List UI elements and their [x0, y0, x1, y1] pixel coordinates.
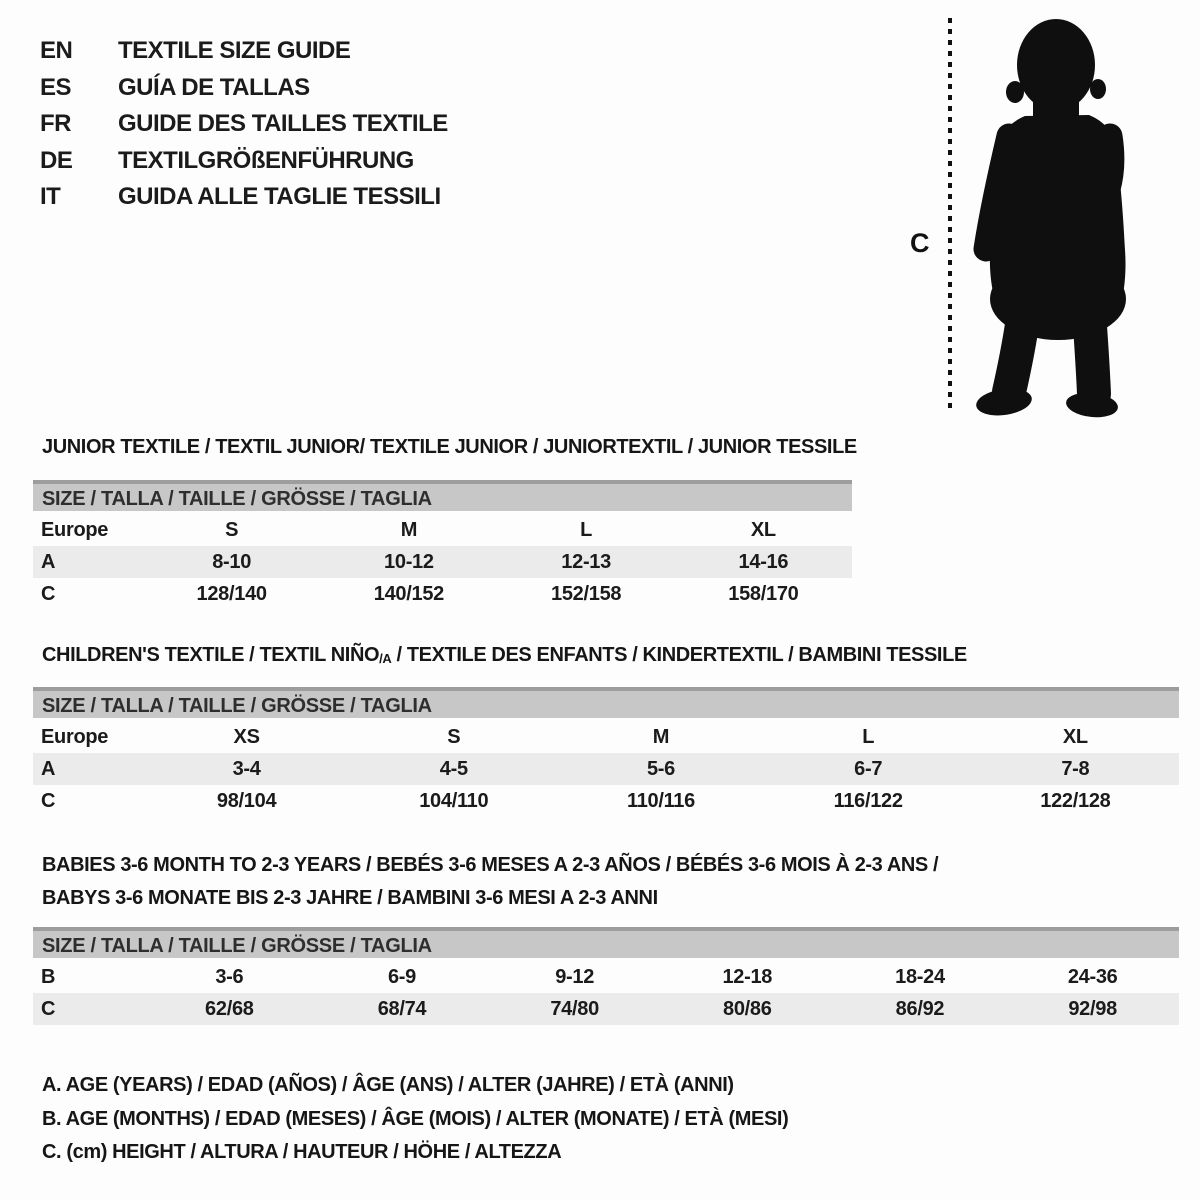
size-column: XL: [1062, 725, 1088, 748]
babies-row-c: [33, 993, 1179, 1025]
value-cell: 140/152: [373, 582, 444, 605]
value-cell: 74/80: [550, 997, 599, 1020]
value-cell: 122/128: [1040, 789, 1111, 812]
children-row-a: [33, 753, 1179, 785]
children-title-text: / TEXTILE DES ENFANTS / KINDERTEXTIL / BAMBINI TESSILE: [391, 644, 967, 666]
value-cell: 86/92: [895, 997, 945, 1020]
junior-size-header-bar: SIZE / TALLA / TAILLE / GRÖSSE / TAGLIA: [33, 480, 852, 511]
value-cell: 62/68: [205, 997, 254, 1020]
value-cell: 8-10: [212, 550, 252, 573]
junior-row-a: [33, 546, 852, 578]
measure-label-c: C: [910, 228, 930, 258]
footnote-b: B. AGE (MONTHS) / EDAD (MESES) / ÂGE (MOIS) / ALTER (MONATE) / ETÀ (MESI): [42, 1107, 789, 1130]
value-cell: 68/74: [377, 997, 427, 1020]
babies-title-line1: BABIES 3-6 MONTH TO 2-3 YEARS / BEBÉS 3-6 MESES A 2-3 AÑOS / BÉBÉS 3-6 MOIS À 2-3 ANS /: [42, 854, 939, 876]
value-cell: 158/170: [728, 582, 799, 605]
footnote-c: C. (cm) HEIGHT / ALTURA / HAUTEUR / HÖHE / ALTEZZA: [42, 1141, 562, 1163]
value-cell: 10-12: [384, 550, 434, 573]
row-label: C: [41, 997, 56, 1020]
value-cell: 3-6: [215, 965, 244, 988]
row-label: B: [41, 965, 56, 988]
babies-table: [33, 961, 1179, 1025]
children-columns-row: [33, 721, 1179, 753]
children-title-sub: /A: [379, 651, 392, 666]
baby-silhouette-figure: [898, 10, 1160, 422]
value-cell: 5-6: [646, 757, 675, 780]
region-label: Europe: [41, 518, 109, 541]
babies-size-table: [33, 927, 1179, 1025]
row-label: A: [41, 757, 56, 780]
junior-columns-row: [33, 514, 852, 546]
row-label: A: [41, 550, 56, 573]
footnote-a: A. AGE (YEARS) / EDAD (AÑOS) / ÂGE (ANS) / ALTER (JAHRE) / ETÀ (ANNI): [42, 1074, 734, 1096]
children-size-header-bar: SIZE / TALLA / TAILLE / GRÖSSE / TAGLIA: [33, 687, 1179, 718]
language-code: ES: [40, 73, 72, 101]
value-cell: 4-5: [439, 757, 468, 780]
language-title: GUIDE DES TAILLES TEXTILE: [118, 110, 448, 137]
value-cell: 6-9: [387, 965, 416, 988]
footnotes: [42, 1069, 788, 1170]
value-cell: 18-24: [895, 965, 945, 988]
children-section-title: [42, 644, 967, 667]
children-table: [33, 721, 1179, 817]
region-label: Europe: [41, 725, 109, 748]
size-column: M: [652, 725, 670, 748]
size-column: M: [400, 518, 418, 541]
language-code: EN: [40, 37, 73, 64]
size-column: XL: [750, 518, 776, 541]
value-cell: 9-12: [555, 965, 595, 988]
size-column: XS: [233, 725, 260, 748]
size-column: L: [862, 725, 875, 748]
language-list: [40, 33, 448, 216]
size-column: S: [225, 518, 239, 541]
row-label: C: [41, 582, 56, 605]
junior-section-title: JUNIOR TEXTILE / TEXTIL JUNIOR/ TEXTILE JUNIOR / JUNIORTEXTIL / JUNIOR TESSILE: [42, 436, 857, 458]
language-title: TEXTILE SIZE GUIDE: [118, 37, 351, 64]
value-cell: 92/98: [1068, 997, 1117, 1020]
value-cell: 12-18: [722, 965, 773, 988]
value-cell: 3-4: [232, 757, 261, 780]
size-column: S: [447, 725, 461, 748]
language-code: IT: [40, 183, 61, 210]
children-title-text: CHILDREN'S TEXTILE / TEXTIL NIÑO: [42, 644, 380, 666]
language-row-en: [40, 33, 448, 70]
language-title: GUIDA ALLE TAGLIE TESSILI: [118, 183, 441, 210]
junior-size-table: [33, 480, 852, 610]
value-cell: 98/104: [216, 789, 277, 812]
junior-row-c: [33, 578, 852, 610]
language-title: GUÍA DE TALLAS: [118, 73, 310, 101]
children-row-c: [33, 785, 1179, 817]
language-row-de: [40, 143, 448, 180]
value-cell: 80/86: [723, 997, 772, 1020]
language-code: FR: [40, 110, 71, 137]
junior-table: [33, 514, 852, 610]
value-cell: 12-13: [561, 550, 611, 573]
value-cell: 128/140: [196, 582, 267, 605]
value-cell: 152/158: [551, 582, 622, 605]
language-code: DE: [40, 146, 73, 174]
babies-section-title: [42, 849, 938, 915]
babies-size-header-bar: SIZE / TALLA / TAILLE / GRÖSSE / TAGLIA: [33, 927, 1179, 958]
babies-title-line2: BABYS 3-6 MONATE BIS 2-3 JAHRE / BAMBINI 3-6 MESI A 2-3 ANNI: [42, 887, 658, 909]
value-cell: 6-7: [854, 757, 883, 780]
value-cell: 116/122: [833, 789, 903, 812]
language-row-fr: [40, 106, 448, 143]
value-cell: 110/116: [626, 789, 695, 812]
size-column: L: [580, 518, 593, 541]
value-cell: 7-8: [1061, 757, 1090, 780]
value-cell: 14-16: [738, 550, 789, 573]
language-row-it: [40, 179, 448, 216]
language-title: TEXTILGRÖßENFÜHRUNG: [118, 146, 414, 174]
baby-silhouette: [974, 19, 1126, 420]
children-size-table: [33, 687, 1179, 817]
value-cell: 104/110: [419, 789, 489, 812]
babies-row-b: [33, 961, 1179, 993]
value-cell: 24-36: [1067, 965, 1118, 988]
row-label: C: [41, 789, 56, 812]
language-row-es: [40, 70, 448, 107]
